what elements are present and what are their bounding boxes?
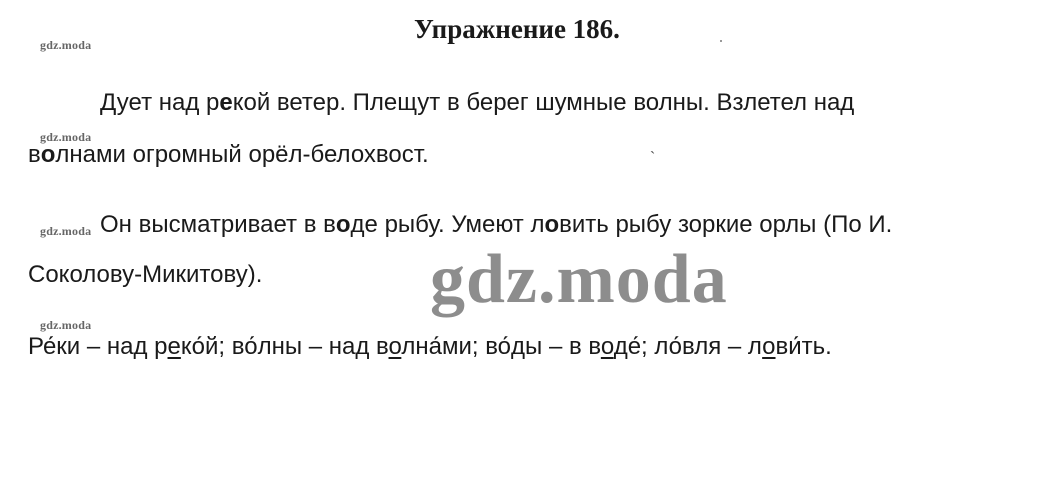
text-segment: Дует над р <box>100 89 220 116</box>
text-segment: вить рыбу зоркие орлы (По И. <box>559 211 893 238</box>
text-segment: ви́ть. <box>775 333 832 360</box>
watermark-large: gdz.moda <box>430 241 728 318</box>
text-segment: лнами огромный орёл-белохвост. <box>55 141 429 168</box>
text-segment: в <box>28 141 41 168</box>
text-line-2 <box>28 140 429 170</box>
watermark-small: gdz.moda <box>40 38 92 52</box>
underlined-letter: о <box>388 333 402 360</box>
text-line-4: Соколову-Микитову). <box>28 261 263 288</box>
underlined-letter: е <box>167 333 181 360</box>
underlined-letter: о <box>762 333 776 360</box>
highlighted-letter: о <box>544 211 560 238</box>
text-line-3 <box>100 210 892 240</box>
highlighted-letter: о <box>40 141 56 168</box>
page-title: Упражнение 186. <box>414 14 620 44</box>
text-segment: де рыбу. Умеют л <box>350 211 545 238</box>
text-segment: лна́ми; во́ды – в в <box>401 333 601 360</box>
highlighted-letter: о <box>335 211 351 238</box>
text-segment: ко́й; во́лны – над в <box>180 333 389 360</box>
watermark-small: gdz.moda <box>40 318 92 332</box>
text-segment: Он высматривает в в <box>100 211 336 238</box>
watermark-small: gdz.moda <box>40 130 92 144</box>
stray-dot <box>720 40 722 42</box>
underlined-letter: о <box>600 333 614 360</box>
text-line-1 <box>100 88 854 118</box>
highlighted-letter: е <box>219 89 233 116</box>
text-segment: де́; ло́вля – л <box>613 333 763 360</box>
text-segment: кой ветер. Плещут в берег шумные волны. Взлетел над <box>232 89 855 116</box>
text-line-5 <box>28 332 832 362</box>
stray-mark: ` <box>650 150 656 167</box>
watermark-small: gdz.moda <box>40 224 92 238</box>
text-segment: Ре́ки – над р <box>28 333 168 360</box>
